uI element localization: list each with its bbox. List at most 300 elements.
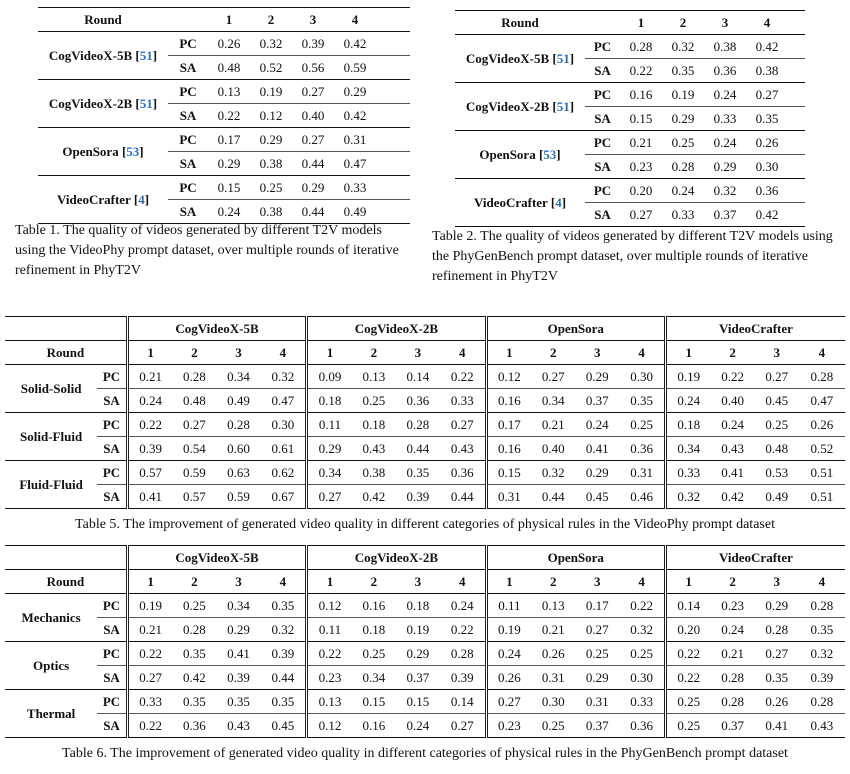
round-4-header: 4: [763, 14, 771, 30]
value-cell: 0.37: [704, 203, 746, 227]
trailing-cell: [376, 80, 410, 104]
table-row: [38, 128, 410, 152]
value-cell: 0.47: [334, 152, 376, 176]
value-cell: 0.26: [755, 134, 779, 150]
value-cell: 0.31: [343, 131, 367, 147]
value-cell: 0.24: [450, 597, 474, 613]
round-1-header: 1: [225, 11, 233, 27]
round-4-header: 4: [351, 11, 359, 27]
trailing-cell: [788, 107, 805, 131]
metric-header-spacer: [585, 11, 620, 35]
value-cell: 0.36: [704, 59, 746, 83]
value-cell: 0.22: [620, 59, 662, 83]
value-cell: 0.51: [810, 464, 834, 480]
value-cell: 0.36: [172, 714, 216, 738]
model-name: VideoCrafter: [56, 191, 131, 207]
value-cell: 0.36: [619, 437, 665, 461]
value-cell: 0.61: [261, 437, 307, 461]
value-cell: 0.45: [575, 485, 619, 509]
round-number-header: 1: [307, 341, 352, 365]
model-name: OpenSora: [479, 146, 536, 162]
trailing-cell: [376, 32, 410, 56]
value-cell: 0.48: [172, 389, 216, 413]
value-cell: 0.24: [711, 618, 755, 642]
citation-ref: 51: [556, 50, 570, 66]
value-cell: 0.44: [531, 485, 575, 509]
value-cell: 0.24: [585, 416, 609, 432]
value-cell: 0.33: [630, 693, 654, 709]
value-cell: 0.28: [755, 618, 799, 642]
value-cell: 0.25: [362, 645, 386, 661]
model-group-header: OpenSora: [486, 546, 665, 570]
value-cell: 0.24: [396, 714, 440, 738]
metric-label: SA: [97, 666, 127, 690]
model-header-row: [5, 317, 845, 341]
table-row: [5, 413, 845, 437]
value-cell: 0.41: [227, 645, 250, 661]
value-cell: 0.15: [486, 461, 531, 485]
value-cell: 0.18: [352, 618, 396, 642]
value-cell: 0.30: [746, 155, 788, 179]
value-cell: 0.26: [541, 645, 565, 661]
metric-label: PC: [593, 38, 612, 54]
metric-label: PC: [593, 86, 612, 102]
value-cell: 0.22: [721, 368, 744, 384]
value-cell: 0.28: [810, 597, 834, 613]
value-cell: 0.35: [662, 59, 704, 83]
value-cell: 0.21: [629, 134, 653, 150]
value-cell: 0.49: [216, 389, 260, 413]
model-group-header: CogVideoX-5B: [127, 546, 306, 570]
value-cell: 0.44: [440, 485, 486, 509]
value-cell: 0.26: [486, 666, 531, 690]
table-2-grid: [455, 10, 805, 227]
blank-header: [5, 546, 127, 570]
value-cell: 0.32: [261, 618, 307, 642]
metric-label: PC: [179, 131, 197, 147]
trailing-spacer: [376, 8, 410, 32]
value-cell: 0.11: [486, 594, 531, 618]
value-cell: 0.40: [711, 389, 755, 413]
metric-label: SA: [97, 437, 127, 461]
value-cell: 0.22: [440, 618, 486, 642]
round-number-header: 3: [594, 344, 601, 360]
value-cell: 0.24: [713, 134, 737, 150]
value-cell: 0.33: [665, 461, 710, 485]
value-cell: 0.51: [799, 485, 845, 509]
table-row: [5, 642, 845, 666]
value-cell: 0.42: [172, 666, 216, 690]
metric-label: SA: [585, 155, 620, 179]
metric-label: PC: [102, 645, 121, 661]
value-cell: 0.35: [183, 693, 206, 709]
round-number-header: 2: [370, 344, 378, 360]
value-cell: 0.44: [292, 152, 334, 176]
metric-label: SA: [168, 152, 208, 176]
value-cell: 0.14: [406, 368, 430, 384]
value-cell: 0.36: [619, 714, 665, 738]
trailing-cell: [376, 176, 410, 200]
value-cell: 0.32: [259, 35, 283, 51]
value-cell: 0.27: [765, 368, 789, 384]
value-cell: 0.22: [665, 642, 710, 666]
value-cell: 0.24: [665, 389, 710, 413]
value-cell: 0.43: [711, 437, 755, 461]
value-cell: 0.34: [352, 666, 396, 690]
value-cell: 0.34: [531, 389, 575, 413]
table-5: [5, 316, 845, 509]
model-name: VideoCrafter: [473, 194, 548, 210]
value-cell: 0.28: [406, 416, 430, 432]
value-cell: 0.20: [629, 182, 653, 198]
value-cell: 0.33: [704, 107, 746, 131]
value-cell: 0.15: [362, 693, 386, 709]
model-name-cell: OpenSora [53]: [62, 143, 144, 159]
value-cell: 0.57: [127, 461, 172, 485]
metric-label: PC: [102, 597, 121, 613]
value-cell: 0.17: [486, 413, 531, 437]
value-cell: 0.26: [217, 35, 241, 51]
value-cell: 0.11: [307, 413, 352, 437]
table-6-caption: Table 6. The improvement of generated video quality in different categories of physical rules in the PhyGenBench prompt dataset: [62, 746, 788, 761]
trailing-cell: [788, 35, 805, 59]
category-name: Mechanics: [21, 609, 81, 625]
model-name: OpenSora: [62, 143, 119, 159]
value-cell: 0.49: [334, 200, 376, 224]
citation-ref: 51: [139, 95, 153, 111]
round-number-header: 1: [486, 341, 531, 365]
value-cell: 0.35: [755, 666, 799, 690]
value-cell: 0.15: [406, 693, 430, 709]
round-number-header: 4: [459, 344, 466, 360]
value-cell: 0.27: [620, 203, 662, 227]
value-cell: 0.16: [486, 389, 531, 413]
value-cell: 0.18: [665, 413, 710, 437]
value-cell: 0.31: [486, 485, 531, 509]
value-cell: 0.13: [362, 368, 386, 384]
table-row: [5, 690, 845, 714]
value-cell: 0.28: [227, 416, 250, 432]
value-cell: 0.27: [486, 690, 531, 714]
value-cell: 0.19: [259, 83, 283, 99]
round-number-header: 3: [773, 573, 780, 589]
value-cell: 0.29: [259, 131, 283, 147]
value-cell: 0.32: [713, 182, 737, 198]
value-cell: 0.19: [127, 594, 172, 618]
value-cell: 0.31: [531, 666, 575, 690]
value-cell: 0.29: [704, 155, 746, 179]
value-cell: 0.21: [541, 416, 565, 432]
value-cell: 0.48: [208, 56, 250, 80]
table-row: [38, 80, 410, 104]
trailing-cell: [376, 128, 410, 152]
value-cell: 0.27: [183, 416, 206, 432]
value-cell: 0.19: [671, 86, 695, 102]
value-cell: 0.29: [406, 645, 430, 661]
value-cell: 0.29: [662, 107, 704, 131]
value-cell: 0.37: [575, 389, 619, 413]
trailing-cell: [788, 83, 805, 107]
value-cell: 0.17: [217, 131, 241, 147]
model-name-cell: VideoCrafter [4]: [473, 194, 567, 210]
table-row: [5, 461, 845, 485]
value-cell: 0.28: [662, 155, 704, 179]
value-cell: 0.25: [352, 389, 396, 413]
value-cell: 0.21: [127, 365, 172, 389]
value-cell: 0.46: [619, 485, 665, 509]
trailing-cell: [788, 179, 805, 203]
value-cell: 0.13: [307, 690, 352, 714]
category-name: Thermal: [26, 705, 76, 721]
trailing-cell: [376, 56, 410, 80]
model-name: CogVideoX-2B: [48, 95, 133, 111]
value-cell: 0.31: [630, 464, 654, 480]
round-2-header: 2: [679, 14, 687, 30]
trailing-cell: [788, 155, 805, 179]
value-cell: 0.38: [250, 152, 292, 176]
value-cell: 0.25: [531, 714, 575, 738]
metric-label: SA: [168, 104, 208, 128]
value-cell: 0.20: [665, 618, 710, 642]
value-cell: 0.43: [799, 714, 845, 738]
value-cell: 0.27: [301, 131, 325, 147]
value-cell: 0.13: [541, 597, 565, 613]
value-cell: 0.27: [301, 83, 325, 99]
value-cell: 0.23: [307, 666, 352, 690]
round-header: Round: [501, 14, 539, 30]
value-cell: 0.33: [662, 203, 704, 227]
table-1-caption: Table 1. The quality of videos generated by different T2V models using the VideoPhy prompt dataset, over multiple rounds of iterative refinement in PhyT2V: [15, 223, 399, 278]
value-cell: 0.25: [665, 690, 710, 714]
value-cell: 0.16: [629, 86, 653, 102]
round-number-header: 4: [638, 573, 645, 589]
value-cell: 0.39: [271, 645, 295, 661]
round-header: Round: [84, 11, 122, 27]
value-cell: 0.63: [227, 464, 250, 480]
metric-label: SA: [97, 389, 127, 413]
metric-label: PC: [102, 464, 121, 480]
value-cell: 0.56: [292, 56, 334, 80]
value-cell: 0.29: [343, 83, 367, 99]
value-cell: 0.44: [396, 437, 440, 461]
blank-header: [5, 317, 127, 341]
value-cell: 0.29: [765, 597, 789, 613]
metric-label: PC: [179, 35, 197, 51]
value-cell: 0.35: [271, 693, 295, 709]
value-cell: 0.31: [585, 693, 609, 709]
metric-label: PC: [179, 83, 197, 99]
table-row: [5, 714, 845, 738]
table-row: [5, 365, 845, 389]
round-3-header: 3: [309, 11, 317, 27]
value-cell: 0.53: [765, 464, 789, 480]
model-name-cell: CogVideoX-2B [51]: [465, 98, 575, 114]
value-cell: 0.37: [396, 666, 440, 690]
table-row: [455, 83, 805, 107]
value-cell: 0.34: [307, 461, 352, 485]
table-row: [5, 389, 845, 413]
round-number-header: 3: [235, 344, 242, 360]
round-header: Round: [46, 573, 85, 589]
value-cell: 0.27: [307, 485, 352, 509]
value-cell: 0.12: [250, 104, 292, 128]
value-cell: 0.25: [665, 714, 710, 738]
value-cell: 0.42: [334, 104, 376, 128]
header-row: [455, 11, 805, 35]
metric-header-spacer: [168, 8, 208, 32]
value-cell: 0.14: [665, 594, 710, 618]
table-6-grid: [5, 545, 845, 738]
citation-ref: 53: [126, 143, 140, 159]
metric-label: PC: [593, 182, 612, 198]
table-6: [5, 545, 845, 738]
value-cell: 0.13: [217, 83, 241, 99]
metric-label: PC: [102, 416, 121, 432]
value-cell: 0.25: [630, 416, 654, 432]
table-row: [455, 35, 805, 59]
round-header: Round: [46, 344, 85, 360]
value-cell: 0.27: [575, 618, 619, 642]
value-cell: 0.37: [575, 714, 619, 738]
value-cell: 0.35: [406, 464, 430, 480]
value-cell: 0.59: [334, 56, 376, 80]
value-cell: 0.22: [208, 104, 250, 128]
citation-ref: 4: [555, 194, 562, 210]
citation-ref: 53: [543, 146, 557, 162]
metric-label: SA: [585, 59, 620, 83]
round-number-header: 1: [307, 570, 352, 594]
value-cell: 0.28: [450, 645, 474, 661]
value-cell: 0.24: [127, 389, 172, 413]
value-cell: 0.11: [307, 618, 352, 642]
value-cell: 0.25: [765, 416, 789, 432]
value-cell: 0.24: [486, 642, 531, 666]
model-name-cell: OpenSora [53]: [479, 146, 561, 162]
value-cell: 0.19: [486, 618, 531, 642]
metric-label: PC: [102, 368, 121, 384]
round-number-header: 2: [191, 573, 198, 589]
metric-label: SA: [97, 485, 127, 509]
round-number-header: 1: [665, 570, 710, 594]
value-cell: 0.42: [711, 485, 755, 509]
value-cell: 0.27: [765, 645, 789, 661]
value-cell: 0.52: [799, 437, 845, 461]
metric-label: SA: [97, 618, 127, 642]
table-2: [455, 10, 805, 227]
value-cell: 0.38: [713, 38, 737, 54]
round-1-header: 1: [637, 14, 645, 30]
table-1-grid: [38, 7, 410, 224]
model-name: CogVideoX-2B: [465, 98, 550, 114]
round-number-header: 4: [818, 344, 826, 360]
value-cell: 0.54: [172, 437, 216, 461]
value-cell: 0.18: [307, 389, 352, 413]
value-cell: 0.44: [292, 200, 334, 224]
value-cell: 0.39: [301, 35, 325, 51]
trailing-cell: [376, 152, 410, 176]
metric-label: PC: [179, 179, 197, 195]
category-name: Fluid-Fluid: [19, 476, 83, 492]
value-cell: 0.45: [755, 389, 799, 413]
value-cell: 0.09: [307, 365, 352, 389]
value-cell: 0.29: [585, 368, 609, 384]
table-row: [38, 176, 410, 200]
trailing-cell: [788, 203, 805, 227]
trailing-cell: [376, 200, 410, 224]
round-number-header: 2: [549, 344, 557, 360]
table-2-caption: Table 2. The quality of videos generated by different T2V models using the PhyGenBench prompt dataset, over multiple rounds of iterative refinement in PhyT2V: [432, 229, 833, 284]
round-number-header: 4: [459, 573, 466, 589]
value-cell: 0.32: [541, 464, 565, 480]
value-cell: 0.22: [127, 714, 172, 738]
value-cell: 0.17: [585, 597, 609, 613]
header-row: [38, 8, 410, 32]
value-cell: 0.24: [208, 200, 250, 224]
value-cell: 0.12: [307, 594, 352, 618]
value-cell: 0.25: [671, 134, 695, 150]
table-row: [5, 485, 845, 509]
value-cell: 0.28: [183, 368, 206, 384]
value-cell: 0.32: [671, 38, 695, 54]
value-cell: 0.52: [250, 56, 292, 80]
value-cell: 0.28: [629, 38, 653, 54]
value-cell: 0.21: [721, 645, 744, 661]
value-cell: 0.12: [486, 365, 531, 389]
round-number-header: 2: [191, 344, 198, 360]
value-cell: 0.33: [440, 389, 486, 413]
value-cell: 0.16: [352, 714, 396, 738]
model-header-row: [5, 546, 845, 570]
table-row: [455, 179, 805, 203]
round-number-header: 1: [127, 570, 172, 594]
value-cell: 0.27: [440, 714, 486, 738]
value-cell: 0.22: [307, 642, 352, 666]
value-cell: 0.22: [127, 642, 172, 666]
value-cell: 0.39: [127, 437, 172, 461]
round-3-header: 3: [721, 14, 729, 30]
value-cell: 0.22: [127, 413, 172, 437]
model-group-header: CogVideoX-2B: [307, 546, 486, 570]
value-cell: 0.30: [619, 666, 665, 690]
value-cell: 0.41: [127, 485, 172, 509]
value-cell: 0.45: [261, 714, 307, 738]
value-cell: 0.25: [183, 597, 206, 613]
value-cell: 0.30: [630, 368, 654, 384]
value-cell: 0.32: [810, 645, 834, 661]
model-group-header: VideoCrafter: [665, 317, 845, 341]
value-cell: 0.22: [450, 368, 474, 384]
metric-label: PC: [593, 134, 612, 150]
value-cell: 0.34: [227, 368, 250, 384]
value-cell: 0.35: [619, 389, 665, 413]
value-cell: 0.23: [721, 597, 744, 613]
value-cell: 0.36: [755, 182, 779, 198]
value-cell: 0.22: [665, 666, 710, 690]
value-cell: 0.28: [810, 693, 834, 709]
value-cell: 0.33: [343, 179, 367, 195]
model-name-cell: CogVideoX-5B [51]: [48, 47, 158, 63]
value-cell: 0.19: [665, 365, 710, 389]
value-cell: 0.16: [362, 597, 386, 613]
value-cell: 0.25: [259, 179, 283, 195]
round-header-row: [5, 341, 845, 365]
value-cell: 0.28: [721, 693, 744, 709]
trailing-cell: [788, 59, 805, 83]
round-number-header: 3: [594, 573, 601, 589]
model-name: CogVideoX-5B: [48, 47, 133, 63]
value-cell: 0.16: [486, 437, 531, 461]
category-name: Optics: [33, 657, 70, 673]
